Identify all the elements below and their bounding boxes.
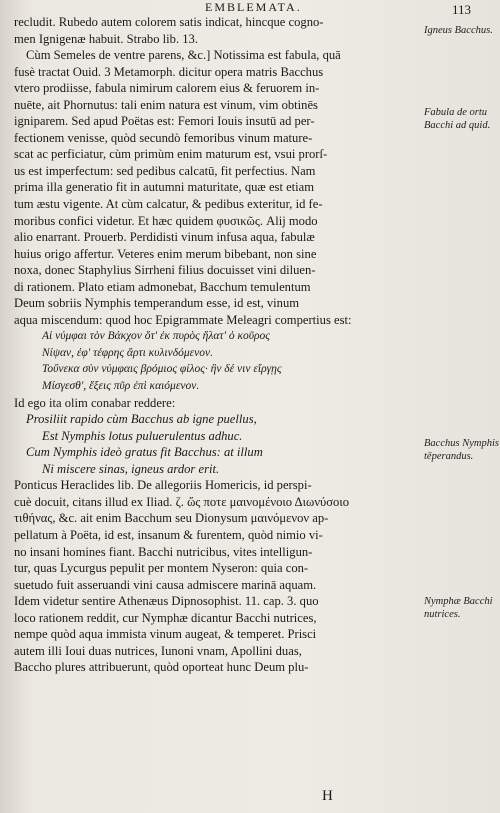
text-line: Ponticus Heraclides lib. De allegoriis Homericis, id perspi- bbox=[14, 478, 312, 493]
text-line: τιθήνας, &c. ait enim Bacchum seu Dionysum μαινόμενον ap- bbox=[14, 511, 329, 526]
text-line: moribus confici videtur. Et hæc quidem φυσικῶς. Alij modo bbox=[14, 213, 318, 228]
text-line: Baccho plures attribuerunt, quòd oporteat hunc Deum plu- bbox=[14, 660, 309, 675]
text-line: Cum Nymphis ideò gratus fit Bacchus: at illum bbox=[26, 445, 263, 460]
text-line: Prosiliit rapido cùm Bacchus ab igne puellus, bbox=[26, 412, 257, 427]
text-line: Μίσγεσθ', ἕξεις πῦρ ἐπὶ καιόμενον. bbox=[42, 380, 200, 393]
text-line: Idem videtur sentire Athenæus Dipnosophist. 11. cap. 3. quo bbox=[14, 594, 319, 609]
text-line: alio enarrant. Prouerb. Perdidisti vinum infusa aqua, fabulæ bbox=[14, 230, 315, 245]
text-line: Αἱ νύμφαι τὸν Βάκχον ὅτ' ἐκ πυρὸς ἥλατ' ὁ κοῦρος bbox=[42, 330, 270, 343]
text-line: nempe quòd aqua immista vinum augeat, & temperet. Prisci bbox=[14, 627, 317, 642]
text-line: Τοὔνεκα σὺν νύμφαις βρόμιος φίλος· ἢν δέ νιν εἴργῃς bbox=[42, 363, 282, 376]
text-line: autem illi Ioui duas nutrices, Iunoni vnam, Apollini duas, bbox=[14, 643, 302, 658]
margin-note: Igneus Bacchus. bbox=[424, 25, 493, 36]
text-line: Id ego ita olim conabar reddere: bbox=[14, 395, 176, 410]
margin-note: Bacchus Nymphis tēperandus. bbox=[424, 438, 499, 462]
text-line: tur, quas Lycurgus pepulit per montem Nyseron: quia con- bbox=[14, 561, 309, 576]
text-line: Cùm Semeles de ventre parens, &c.] Notissima est fabula, quā bbox=[26, 48, 341, 63]
text-line: prima illa generatio fit in autumni maturitate, quæ est etiam bbox=[14, 180, 315, 195]
running-head: EMBLEMATA. bbox=[205, 0, 302, 14]
text-line: loco rationem reddit, cur Nymphæ dicantur Bacchi nutrices, bbox=[14, 610, 317, 625]
text-line: Deum sobriis Nymphis temperandum esse, id est, vinum bbox=[14, 296, 300, 311]
text-line: recludit. Rubedo autem colorem satis indicat, hincque cogno- bbox=[14, 15, 324, 29]
text-line: scat ac perficiatur, cùm primùm enim maturum est, vsui prorſ- bbox=[14, 147, 328, 162]
text-line: fusè tractat Ouid. 3 Metamorph. dicitur opera matris Bacchus bbox=[14, 64, 324, 79]
text-line: huius origo affertur. Veteres enim merum bibebant, non sine bbox=[14, 246, 317, 261]
margin-note: Nymphæ Bacchi nutrices. bbox=[424, 596, 493, 620]
text-line: di rationem. Plato etiam admonebat, Bacchum temulentum bbox=[14, 279, 311, 294]
text-line: nuēte, ait Phornutus: tali enim natura est vinum, vim obtinēs bbox=[14, 97, 318, 112]
signature-mark: H bbox=[322, 788, 333, 804]
text-line: Ni miscere sinas, igneus ardor erit. bbox=[42, 461, 220, 476]
text-line: pellatum à Poëta, id est, insanum & furentem, quòd nimio vi- bbox=[14, 527, 323, 542]
text-line: suetudo fuit asseruandi vini causa admiscere marinā aquam. bbox=[14, 577, 317, 592]
text-line: us est imperfectum: sed pedibus calcatū, fit perfectius. Nam bbox=[14, 163, 316, 178]
text-line: aqua miscendum: quod hoc Epigrammate Meleagri compertius est: bbox=[14, 312, 352, 327]
page-number: 113 bbox=[452, 2, 472, 17]
text-line: tum æstu vigente. At cùm calcatur, & pedibus exteritur, id fe- bbox=[14, 197, 323, 212]
body-text bbox=[14, 14, 422, 676]
text-line: Est Nymphis lotus puluerulentus adhuc. bbox=[42, 428, 243, 443]
text-line: men Ignigenæ habuit. Strabo lib. 13. bbox=[14, 31, 198, 46]
text-line: no insani homines fiant. Bacchi nutricibus, vites intelligun- bbox=[14, 544, 313, 559]
text-line: fectionem venisse, quòd secundò femoribus vinum mature- bbox=[14, 130, 313, 145]
text-line: igniparem. Sed apud Poëtas est: Femori Iouis insutū ad per- bbox=[14, 114, 315, 129]
text-line: cuè docuit, citans illud ex Iliad. ζ. ὥς ποτε μαινομένοιο Διωνύσοιο bbox=[14, 494, 350, 509]
margin-note: Fabula de ortu Bacchi ad quid. bbox=[424, 107, 491, 131]
text-line: Νίψαν, ἐφ' τέφρης ἄρτι κυλινδόμενον. bbox=[42, 346, 213, 359]
text-line: noxa, donec Staphylius Sirrheni filius docuisset vini diluen- bbox=[14, 263, 316, 278]
text-line: vtero prodiisse, fabula nimirum calorem eius & feruorem in- bbox=[14, 81, 320, 96]
